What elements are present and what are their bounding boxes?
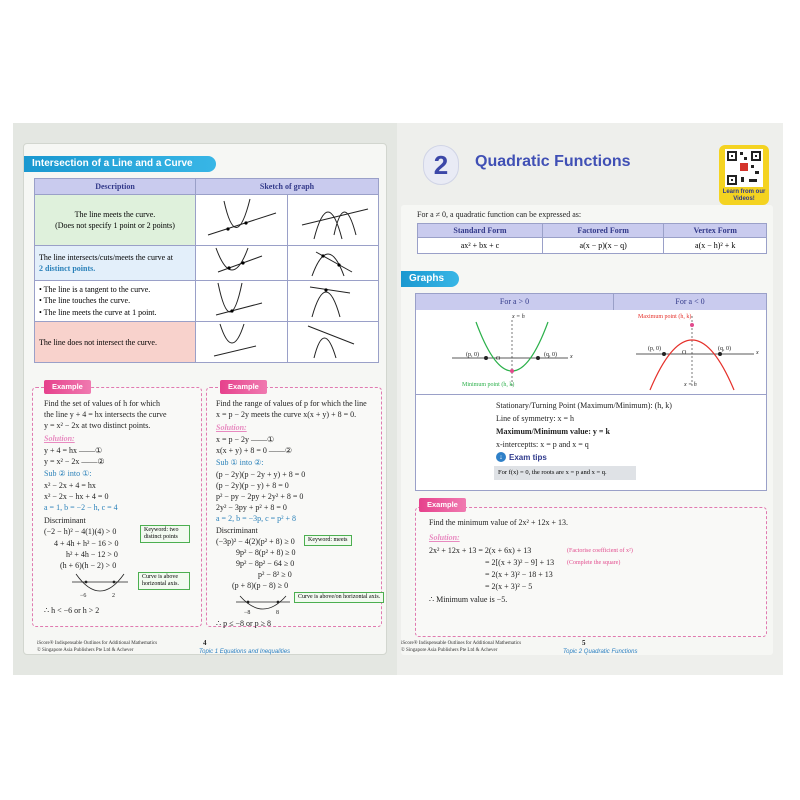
ex2-solution-label: Solution:: [216, 423, 247, 432]
ex2-sign-sketch: [234, 592, 292, 612]
g1-min-label: Minimum point (h, k): [462, 382, 515, 388]
tangent-text: The line is a tangent to the curve.: [43, 284, 151, 294]
ex1-step: x² − 2x − hx + 4 = 0: [44, 492, 109, 501]
ex2-step: a = 2, b = −3p, c = p² + 8: [216, 514, 297, 523]
chapter-number: 2: [423, 145, 459, 185]
intro-text: For a ≠ 0, a quadratic function can be expressed as:: [417, 210, 582, 219]
standard-form: ax² + bx + c: [418, 238, 543, 254]
ex2-step: x = p − 2y ——①: [216, 435, 275, 444]
fact-min-max: Maximum/Minimum value: y = k: [496, 427, 610, 436]
one-point-text: The line meets the curve at 1 point.: [43, 307, 157, 317]
example-label-3: Example: [419, 498, 466, 512]
g1-q-label: (q, 0): [544, 352, 557, 358]
left-page-panel: [23, 143, 387, 655]
ex1-question-1: Find the set of values of h for which: [44, 399, 160, 408]
ex2-step: (p − 2y)(p − y) + 8 = 0: [216, 481, 289, 490]
sketch-tangent-2: [288, 281, 379, 322]
fact-symmetry: Line of symmetry: x = h: [496, 414, 575, 423]
ex2-question-2: x = p − 2y meets the curve x(x + y) + 8 = 0.: [216, 410, 357, 419]
ex2-keyword-note: Keyword: meets: [304, 535, 352, 546]
g2-symmetry-label: x = h: [684, 382, 697, 388]
exam-tips-icon: ↓: [496, 452, 506, 462]
section-title-bar: Intersection of a Line and a Curve: [24, 156, 216, 172]
ex3-step: = 2(x + 3)² − 18 + 13: [485, 570, 553, 579]
right-page-number: 5: [582, 639, 586, 647]
right-footer-line1: iScore® Indispensable Outlines for Additional Mathematics: [401, 641, 522, 646]
ex3-solution-label: Solution:: [429, 533, 460, 542]
ex2-step: (p + 8)(p − 8) ≥ 0: [232, 581, 289, 590]
ex1-solution-label: Solution:: [44, 434, 75, 443]
header-description: Description: [35, 179, 196, 195]
g2-origin: O: [682, 350, 687, 356]
ex2-step: 9p² − 8p² − 64 ≥ 0: [236, 559, 295, 568]
g2-max-label: Maximum point (h, k): [638, 314, 692, 320]
ex2-step: 2y² − 3py + p² + 8 = 0: [216, 503, 287, 512]
forms-table: [417, 223, 767, 254]
ex2-answer: ∴ p ≤ −8 or p ≥ 8: [216, 619, 272, 628]
right-footer-line2: © Singapore Asia Publishers Pte Ltd & Achever: [401, 648, 498, 653]
ex1-step: y + 4 = hx ——①: [44, 446, 103, 455]
sketch-meets-2: [288, 195, 379, 246]
right-topic: Topic 2 Quadratic Functions: [563, 649, 638, 655]
graphs-panel: [415, 293, 767, 491]
fact-intercepts: x-interceptts: x = p and x = q: [496, 440, 589, 449]
g2-q-label: (q, 0): [718, 346, 731, 352]
ex3-comment-2: (Complete the square): [567, 560, 621, 566]
sketch-no-intersect-1: [196, 322, 288, 363]
left-footer-line1: iScore® Indispensable Outlines for Additional Mathematics: [37, 641, 158, 646]
left-page-number: 4: [203, 639, 207, 647]
ex2-step: p² − 8² ≥ 0: [258, 570, 292, 579]
ex2-question-1: Find the range of values of p for which the line: [216, 399, 367, 408]
ex1-sign-sketch: [70, 572, 130, 592]
row2-text2: 2 distinct points.: [39, 264, 96, 273]
ex3-step: 2x² + 12x + 13 = 2(x + 6x) + 13: [429, 546, 532, 555]
right-page: [397, 123, 783, 675]
ex1-step: (h + 6)(h − 2) > 0: [60, 561, 117, 570]
sketch-two-points-1: [196, 246, 288, 281]
chapter-title: Quadratic Functions: [475, 153, 631, 170]
g1-x-axis-label: x: [570, 354, 573, 360]
right-page-panel: [401, 205, 773, 655]
ex3-question: Find the minimum value of 2x² + 12x + 13.: [429, 518, 568, 527]
left-footer-line2: © Singapore Asia Publishers Pte Ltd & Achever: [37, 648, 134, 653]
qr-caption: Learn from our Videos!: [722, 189, 766, 202]
ex1-step: h² + 4h − 12 > 0: [66, 550, 118, 559]
sketch-meets-1: [196, 195, 288, 246]
header-sketch: Sketch of graph: [196, 179, 379, 195]
graphs-divider: [416, 394, 766, 395]
left-topic: Topic 1 Equations and Inequalities: [199, 649, 291, 655]
ex1-question-2: the line y + 4 = hx intersects the curve: [44, 410, 167, 419]
ex3-step: = 2(x + 3)² − 5: [485, 582, 533, 591]
vertex-form-header: Vertex Form: [664, 224, 767, 238]
ex1-step: y = x² − 2x ——②: [44, 457, 105, 466]
row2-text: The line intersects/cuts/meets the curve at: [39, 252, 173, 262]
example-label-1: Example: [44, 380, 91, 394]
ex3-step: = 2[(x + 3)² − 9] + 13: [485, 558, 555, 567]
ex2-root-label: −8: [244, 610, 251, 616]
graph-header-pos: For a > 0: [416, 294, 614, 310]
ex2-step: 9p² − 8(p² + 8) ≥ 0: [236, 548, 296, 557]
ex2-step: (p − 2y)(p − 2y + y) + 8 = 0: [216, 470, 306, 479]
ex1-curve-note: Curve is above horizontal axis.: [138, 572, 190, 590]
graph-a-positive: [416, 310, 614, 394]
qr-code-icon: [725, 149, 763, 187]
ex1-step: x² − 2x + 4 = hx: [44, 481, 96, 490]
left-page: [13, 123, 397, 675]
fact-turning-point: Stationary/Turning Point (Maximum/Minimum): (h, k): [496, 401, 672, 410]
graph-header-neg: For a < 0: [614, 294, 766, 310]
ex2-step: (−3p)² − 4(2)(p² + 8) ≥ 0: [216, 537, 295, 546]
example-label-2: Example: [220, 380, 267, 394]
factored-form-header: Factored Form: [542, 224, 663, 238]
ex2-step: x(x + y) + 8 = 0 ——②: [216, 446, 293, 455]
sketch-two-points-2: [288, 246, 379, 281]
ex2-step: Discriminant: [216, 526, 258, 535]
intersection-table: Description Sketch of graph The line meets the curve. (Does not specify 1 point or 2 points) The line intersects/cuts/meets the curve at 2 distinct points. • The line is a tangent to the curve. • The line touches the curve. • The line meets the curve at 1 point. The line does not intersect the curve.: [34, 178, 379, 363]
graphs-title-bar: Graphs: [401, 271, 459, 287]
g1-symmetry-label: x = h: [512, 314, 525, 320]
exam-tip-text: For f(x) = 0, the roots are x = p and x = q.: [494, 466, 636, 480]
ex1-step: (−2 − h)² − 4(1)(4) > 0: [44, 527, 117, 536]
exam-tips-title: Exam tips: [509, 453, 547, 462]
ex1-step: a = 1, b = −2 − h, c = 4: [44, 503, 118, 512]
ex2-curve-note: Curve is above/on horizontal axis.: [294, 592, 384, 603]
row1-text: The line meets the curve.: [74, 209, 156, 219]
ex1-root-label: 2: [112, 593, 115, 599]
sketch-no-intersect-2: [288, 322, 379, 363]
factored-form: a(x − p)(x − q): [542, 238, 663, 254]
g2-p-label: (p, 0): [648, 346, 661, 352]
ex2-step: p² − py − 2py + 2y² + 8 = 0: [216, 492, 304, 501]
ex1-keyword-note: Keyword: two distinct points: [140, 525, 190, 543]
ex3-answer: ∴ Minimum value is −5.: [429, 595, 508, 604]
ex3-comment-1: (Factorise coefficient of x²): [567, 548, 633, 554]
ex1-step: Sub ② into ①:: [44, 469, 92, 478]
ex2-root-label: 8: [276, 610, 279, 616]
row1-text2: (Does not specify 1 point or 2 points): [55, 221, 175, 230]
vertex-form: a(x − h)² + k: [664, 238, 767, 254]
ex1-question-3: y = x² − 2x at two distinct points.: [44, 421, 151, 430]
qr-badge[interactable]: [719, 145, 769, 205]
ex1-step: 4 + 4h + h² − 16 > 0: [54, 539, 119, 548]
row4-text: The line does not intersect the curve.: [35, 322, 196, 363]
g2-x-axis-label: x: [756, 350, 759, 356]
ex1-root-label: −6: [80, 593, 87, 599]
g1-p-label: (p, 0): [466, 352, 479, 358]
sketch-tangent-1: [196, 281, 288, 322]
ex1-answer: ∴ h < −6 or h > 2: [44, 606, 100, 615]
touches-text: The line touches the curve.: [43, 296, 131, 306]
standard-form-header: Standard Form: [418, 224, 543, 238]
ex1-step: Discriminant: [44, 516, 86, 525]
ex2-step: Sub ① into ②:: [216, 458, 264, 467]
g1-origin: O: [496, 356, 501, 362]
